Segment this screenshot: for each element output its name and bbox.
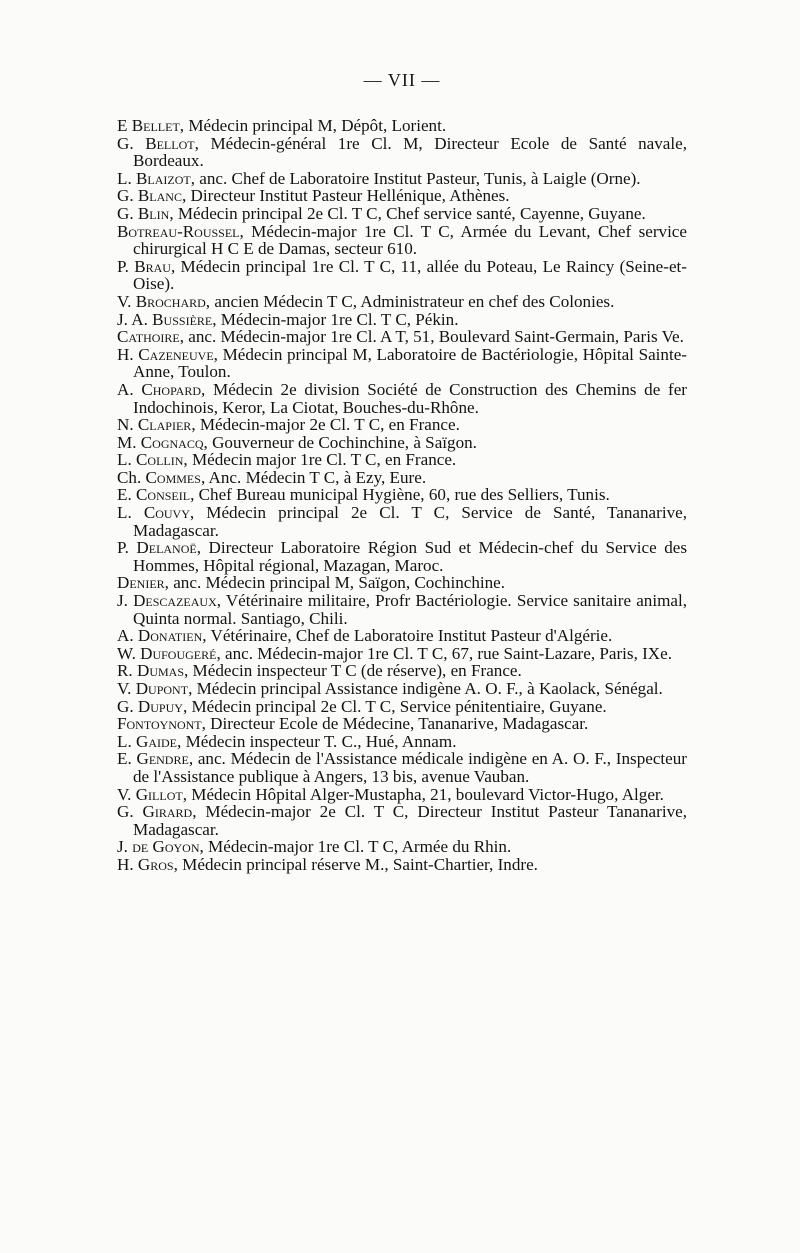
surname: Denier <box>117 573 165 593</box>
surname: Collin <box>136 450 184 470</box>
details: , Directeur Laboratoire Région Sud et Médecin-chef du Service des Hommes, Hôpital régional, Mazagan, Maroc. <box>133 538 688 575</box>
details: , Médecin major 1re Cl. T C, en France. <box>183 450 457 470</box>
initials: V. <box>117 679 132 698</box>
initials: P. <box>117 538 129 558</box>
initials: R. <box>117 661 133 681</box>
details: , Médecin principal M, Laboratoire de Bactériologie, Hôpital Sainte-Anne, Toulon. <box>133 344 687 382</box>
surname: Blanc <box>137 186 182 206</box>
details: , Vétérinaire, Chef de Laboratoire Institut Pasteur d'Algérie. <box>202 626 613 646</box>
details: , Médecin inspecteur T. C., Hué, Annam. <box>177 731 457 751</box>
surname: Botreau-Roussel <box>117 221 240 241</box>
initials: H. <box>117 344 134 364</box>
initials: G. <box>117 133 134 153</box>
list-item <box>117 662 687 680</box>
surname: Blin <box>137 203 170 223</box>
details: , Médecin-major 1re Cl. T C, Armée du Levant, Chef service chirurgical H C E de Damas, secteur 610. <box>133 221 687 259</box>
surname: Dufougeré <box>140 643 217 663</box>
surname: Clapier <box>137 415 192 435</box>
list-item <box>117 258 687 293</box>
list-item <box>117 187 687 205</box>
details: , Médecin principal Assistance indigène A. O. F., à Kaolack, Sénégal. <box>188 679 663 698</box>
surname: Cognacq <box>140 432 204 452</box>
surname: Donatien <box>137 626 203 646</box>
surname: Bussière <box>152 309 213 329</box>
list-item <box>117 838 687 856</box>
details: , Gouverneur de Cochinchine, à Saïgon. <box>203 432 477 452</box>
list-item <box>117 223 687 258</box>
initials: Ch. <box>117 467 142 487</box>
details: , Médecin principal M, Dépôt, Lorient. <box>179 116 447 135</box>
surname: Gillot <box>135 784 183 804</box>
list-item <box>117 574 687 592</box>
list-item <box>117 627 687 645</box>
initials: M. <box>117 432 137 452</box>
list-item <box>117 698 687 716</box>
details: , Vétérinaire militaire, Profr Bactériologie. Service sanitaire animal, Quinta normal. Santiago, Chili. <box>133 591 687 628</box>
surname: Bellot <box>145 133 195 153</box>
list-item <box>117 135 687 170</box>
document-page <box>117 70 687 874</box>
details: , Chef Bureau municipal Hygiène, 60, rue des Selliers, Tunis. <box>190 485 610 505</box>
list-item <box>117 293 687 311</box>
details: , anc. Médecin-major 1re Cl. T C, 67, rue Saint-Lazare, Paris, IXe. <box>216 643 673 663</box>
initials: A. <box>117 379 134 399</box>
initials: G. <box>117 696 134 716</box>
details: , Médecin Hôpital Alger-Mustapha, 21, boulevard Victor-Hugo, Alger. <box>182 784 664 804</box>
details: , anc. Chef de Laboratoire Institut Pasteur, Tunis, à Laigle (Orne). <box>190 168 641 188</box>
list-item <box>117 469 687 487</box>
initials: E. <box>117 749 132 769</box>
surname: Commes <box>145 467 201 487</box>
surname: Descazeaux <box>133 591 217 611</box>
surname: de Goyon <box>132 837 200 857</box>
details: , Médecin principal 2e Cl. T C, Chef service santé, Cayenne, Guyane. <box>169 203 646 223</box>
details: , anc. Médecin de l'Assistance médicale indigène en A. O. F., Inspecteur de l'Assistance publique à Angers, 13 bis, avenue Vauban. <box>133 749 687 786</box>
list-item <box>117 486 687 504</box>
initials: E. <box>117 485 132 505</box>
initials: J. A. <box>117 309 148 329</box>
list-item <box>117 592 687 627</box>
list-item <box>117 170 687 188</box>
initials: W. <box>117 643 136 663</box>
initials: A. <box>117 626 134 646</box>
initials: V. <box>117 784 132 804</box>
list-item <box>117 381 687 416</box>
details: , Médecin-major 2e Cl. T C, Directeur Institut Pasteur Tananarive, Madagascar. <box>133 802 687 839</box>
details: , Médecin-major 2e Cl. T C, en France. <box>191 415 460 435</box>
surname: Conseil <box>136 485 191 505</box>
surname: Brau <box>134 256 171 276</box>
initials: H. <box>117 854 134 874</box>
list-item <box>117 328 687 346</box>
surname: Dupont <box>135 679 189 698</box>
initials: J. <box>117 837 128 857</box>
surname: Gendre <box>136 749 189 769</box>
details: , Directeur Institut Pasteur Hellénique, Athènes. <box>181 186 510 206</box>
initials: G. <box>117 802 134 822</box>
initials: N. <box>117 415 134 435</box>
initials: L. <box>117 168 132 188</box>
initials: G. <box>117 203 134 223</box>
surname: Dupuy <box>137 696 183 716</box>
details: , Médecin-général 1re Cl. M, Directeur Ecole de Santé navale, Bordeaux. <box>133 133 687 171</box>
member-list <box>117 117 687 874</box>
list-item <box>117 856 687 874</box>
list-item <box>117 786 687 804</box>
initials: V. <box>117 291 132 311</box>
list-item <box>117 434 687 452</box>
surname: Blaizot <box>136 168 191 188</box>
initials: L. <box>117 731 132 751</box>
details: , Médecin principal 1re Cl. T C, 11, allée du Poteau, Le Raincy (Seine-et-Oise). <box>133 256 687 294</box>
initials: J. <box>117 591 128 611</box>
initials: P. <box>117 256 129 276</box>
surname: Girard <box>142 802 193 822</box>
list-item <box>117 803 687 838</box>
details: , Médecin principal réserve M., Saint-Chartier, Indre. <box>173 854 538 874</box>
list-item <box>117 451 687 469</box>
surname: Couvy <box>143 503 190 523</box>
list-item <box>117 117 687 135</box>
details: , Médecin principal 2e Cl. T C, Service de Santé, Tananarive, Madagascar. <box>133 503 687 540</box>
surname: Gaide <box>136 731 178 751</box>
surname: Cathoire <box>117 327 180 347</box>
details: , anc. Médecin-major 1re Cl. A T, 51, Boulevard Saint-Germain, Paris Ve. <box>179 327 684 347</box>
surname: Delanoë <box>136 538 197 558</box>
list-item <box>117 416 687 434</box>
details: , Anc. Médecin T C, à Ezy, Eure. <box>200 467 427 487</box>
initials: G. <box>117 186 134 206</box>
details: , Médecin inspecteur T C (de réserve), en France. <box>184 661 522 681</box>
details: , Médecin principal 2e Cl. T C, Service pénitentiaire, Guyane. <box>182 696 607 716</box>
list-item <box>117 205 687 223</box>
details: , Directeur Ecole de Médecine, Tananarive, Madagascar. <box>201 714 589 734</box>
surname: Bellet <box>131 116 180 135</box>
surname: Chopard <box>141 379 202 399</box>
list-item <box>117 715 687 733</box>
list-item <box>117 311 687 329</box>
list-item <box>117 645 687 663</box>
surname: Fontoynont <box>117 714 202 734</box>
details: , anc. Médecin principal M, Saïgon, Cochinchine. <box>164 573 506 593</box>
details: , Médecin-major 1re Cl. T C, Armée du Rhin. <box>199 837 512 857</box>
initials: L. <box>117 450 132 470</box>
surname: Gros <box>137 854 174 874</box>
surname: Brochard <box>135 291 206 311</box>
details: , ancien Médecin T C, Administrateur en chef des Colonies. <box>205 291 615 311</box>
list-item <box>117 680 687 698</box>
details: , Médecin-major 1re Cl. T C, Pékin. <box>212 309 459 329</box>
list-item <box>117 750 687 785</box>
list-item <box>117 346 687 381</box>
list-item <box>117 539 687 574</box>
list-item <box>117 504 687 539</box>
page-number: — VII — <box>363 70 441 90</box>
initials: L. <box>117 503 132 523</box>
initials: E <box>117 116 128 135</box>
details: , Médecin 2e division Société de Construction des Chemins de fer Indochinois, Keror, La Ciotat, Bouches-du-Rhône. <box>133 379 687 417</box>
list-item <box>117 733 687 751</box>
surname: Cazeneuve <box>138 344 214 364</box>
surname: Dumas <box>136 661 184 681</box>
